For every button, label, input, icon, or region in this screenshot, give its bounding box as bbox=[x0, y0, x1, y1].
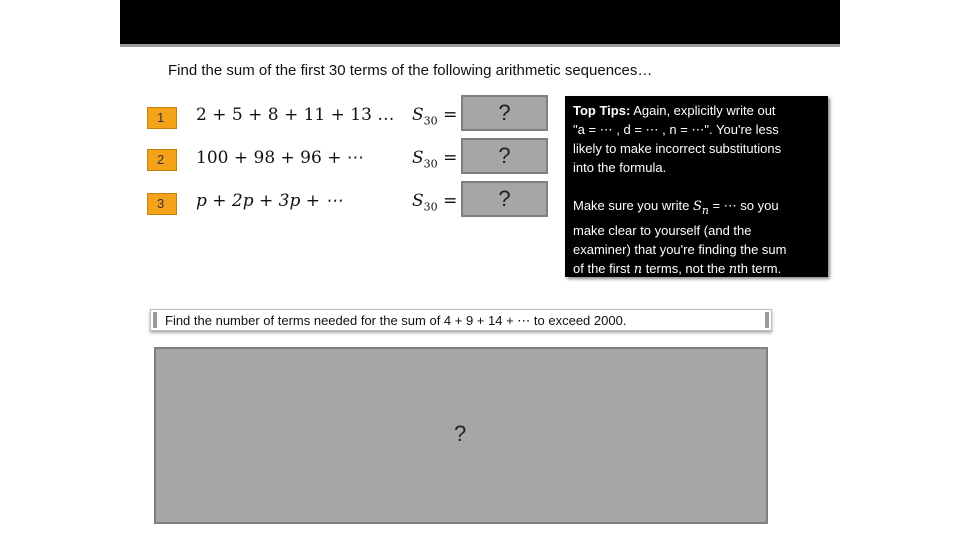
tips-line-3: likely to make incorrect substitutions bbox=[573, 141, 782, 156]
tips-math-n2: n bbox=[728, 261, 738, 277]
problem-number-3: 3 bbox=[147, 193, 177, 215]
tips-line-8 bbox=[573, 259, 820, 279]
sum-label-1: $S_{30}$ = bbox=[412, 105, 458, 128]
answer-reveal-3[interactable]: ? bbox=[461, 181, 548, 217]
title-bar bbox=[120, 0, 840, 44]
tips-line-7: examiner) that you're finding the sum bbox=[573, 241, 787, 257]
problem-number-1: 1 bbox=[147, 107, 177, 129]
tips-line-5 bbox=[573, 196, 820, 221]
answer-reveal-1[interactable]: ? bbox=[461, 95, 548, 131]
tips-text-8b: terms, not the bbox=[642, 260, 729, 276]
tips-line-2: "a = ⋯ , d = ⋯ , n = ⋯". You're less bbox=[573, 122, 779, 137]
tips-math-n: n bbox=[701, 203, 709, 217]
tips-text-1: Again, explicitly write out bbox=[630, 103, 776, 118]
answer-reveal-4-mark: ? bbox=[454, 421, 467, 446]
problem-expression-1: 2 + 5 + 8 + 11 + 13 … bbox=[196, 105, 395, 125]
top-tips-panel bbox=[565, 96, 828, 277]
tips-text-5b: = ⋯ so you bbox=[708, 198, 779, 213]
tips-math-s: S bbox=[692, 199, 702, 214]
page-heading: Find the sum of the first 30 terms of the following arithmetic sequences… bbox=[168, 62, 653, 79]
sum-label-2: $S_{30}$ = bbox=[412, 148, 458, 171]
tips-title: Top Tips: bbox=[573, 103, 631, 118]
problem-number-2: 2 bbox=[147, 149, 177, 171]
answer-reveal-4[interactable] bbox=[154, 347, 768, 524]
tips-text-8c: th term. bbox=[737, 260, 782, 276]
problem-expression-2: 100 + 98 + 96 + ⋯ bbox=[196, 148, 364, 168]
answer-reveal-2[interactable]: ? bbox=[461, 138, 548, 174]
tips-line-6: make clear to yourself (and the bbox=[573, 222, 752, 238]
tips-line-1 bbox=[573, 101, 820, 120]
tips-line-4: into the formula. bbox=[573, 160, 667, 175]
tips-math-n1: n bbox=[633, 261, 643, 277]
title-bar-underline bbox=[120, 44, 840, 47]
question-bar: Find the number of terms needed for the sum of 4 + 9 + 14 + ⋯ to exceed 2000. bbox=[150, 309, 772, 331]
sum-label-3: $S_{30}$ = bbox=[412, 191, 458, 214]
tips-text-5a: Make sure you write bbox=[573, 198, 693, 213]
tips-text-8a: of the first bbox=[573, 260, 634, 276]
problem-expression-3: p + 2p + 3p + ⋯ bbox=[196, 191, 343, 211]
